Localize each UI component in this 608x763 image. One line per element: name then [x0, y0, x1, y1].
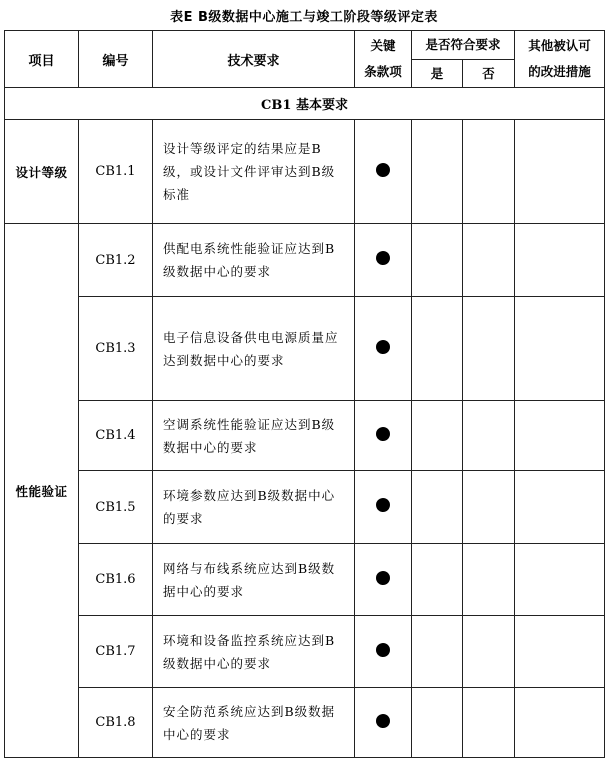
table-row [5, 688, 605, 758]
table-row [5, 616, 605, 688]
table-row [5, 471, 605, 544]
group-performance: 性能验证 [5, 224, 79, 758]
other-measures-cell[interactable] [515, 688, 605, 758]
header-requirement: 技术要求 [153, 31, 355, 88]
header-other-line1: 其他被认可 [528, 38, 591, 53]
header-key-line2: 条款项 [364, 64, 402, 79]
row-requirement: 环境和设备监控系统应达到B级数据中心的要求 [153, 616, 355, 688]
no-cell[interactable] [463, 471, 515, 544]
other-measures-cell[interactable] [515, 616, 605, 688]
table-row [5, 297, 605, 401]
header-code: 编号 [79, 31, 153, 88]
row-requirement: 空调系统性能验证应达到B级数据中心的要求 [153, 401, 355, 471]
key-clause-dot-icon [376, 498, 390, 512]
yes-cell[interactable] [412, 401, 463, 471]
yes-cell[interactable] [412, 224, 463, 297]
row-requirement: 供配电系统性能验证应达到B级数据中心的要求 [153, 224, 355, 297]
section-title: CB1 基本要求 [5, 88, 605, 120]
key-clause-dot-icon [376, 427, 390, 441]
key-clause-cell [355, 224, 412, 297]
other-measures-cell[interactable] [515, 401, 605, 471]
no-cell[interactable] [463, 688, 515, 758]
key-clause-dot-icon [376, 714, 390, 728]
other-measures-cell[interactable] [515, 297, 605, 401]
header-other-measures [515, 31, 605, 88]
row-code: CB1.5 [79, 471, 153, 544]
row-requirement: 设计等级评定的结果应是B级，或设计文件评审达到B级标准 [153, 120, 355, 224]
row-code: CB1.2 [79, 224, 153, 297]
key-clause-cell [355, 471, 412, 544]
key-clause-cell [355, 401, 412, 471]
evaluation-table [4, 30, 605, 758]
key-clause-cell [355, 544, 412, 616]
other-measures-cell[interactable] [515, 471, 605, 544]
key-clause-dot-icon [376, 340, 390, 354]
header-key-clause [355, 31, 412, 88]
yes-cell[interactable] [412, 120, 463, 224]
table-row [5, 120, 605, 224]
yes-cell[interactable] [412, 616, 463, 688]
key-clause-cell [355, 688, 412, 758]
row-requirement: 安全防范系统应达到B级数据中心的要求 [153, 688, 355, 758]
row-code: CB1.3 [79, 297, 153, 401]
no-cell[interactable] [463, 120, 515, 224]
other-measures-cell[interactable] [515, 224, 605, 297]
row-code: CB1.8 [79, 688, 153, 758]
header-key-line1: 关键 [370, 38, 396, 53]
yes-cell[interactable] [412, 688, 463, 758]
no-cell[interactable] [463, 544, 515, 616]
row-requirement: 网络与布线系统应达到B级数据中心的要求 [153, 544, 355, 616]
key-clause-cell [355, 616, 412, 688]
header-other-line2: 的改进措施 [528, 64, 591, 79]
key-clause-dot-icon [376, 571, 390, 585]
other-measures-cell[interactable] [515, 120, 605, 224]
other-measures-cell[interactable] [515, 544, 605, 616]
row-code: CB1.1 [79, 120, 153, 224]
key-clause-dot-icon [376, 163, 390, 177]
key-clause-cell [355, 297, 412, 401]
no-cell[interactable] [463, 224, 515, 297]
no-cell[interactable] [463, 616, 515, 688]
key-clause-dot-icon [376, 251, 390, 265]
yes-cell[interactable] [412, 471, 463, 544]
no-cell[interactable] [463, 297, 515, 401]
no-cell[interactable] [463, 401, 515, 471]
group-design: 设计等级 [5, 120, 79, 224]
row-code: CB1.6 [79, 544, 153, 616]
header-item: 项目 [5, 31, 79, 88]
table-row [5, 544, 605, 616]
yes-cell[interactable] [412, 544, 463, 616]
key-clause-cell [355, 120, 412, 224]
header-yes: 是 [412, 60, 463, 88]
row-requirement: 电子信息设备供电电源质量应达到数据中心的要求 [153, 297, 355, 401]
header-no: 否 [463, 60, 515, 88]
table-row [5, 224, 605, 297]
yes-cell[interactable] [412, 297, 463, 401]
table-title: 表E B级数据中心施工与竣工阶段等级评定表 [170, 10, 438, 25]
row-code: CB1.7 [79, 616, 153, 688]
key-clause-dot-icon [376, 643, 390, 657]
header-conform: 是否符合要求 [412, 31, 515, 60]
row-requirement: 环境参数应达到B级数据中心的要求 [153, 471, 355, 544]
row-code: CB1.4 [79, 401, 153, 471]
table-row [5, 401, 605, 471]
